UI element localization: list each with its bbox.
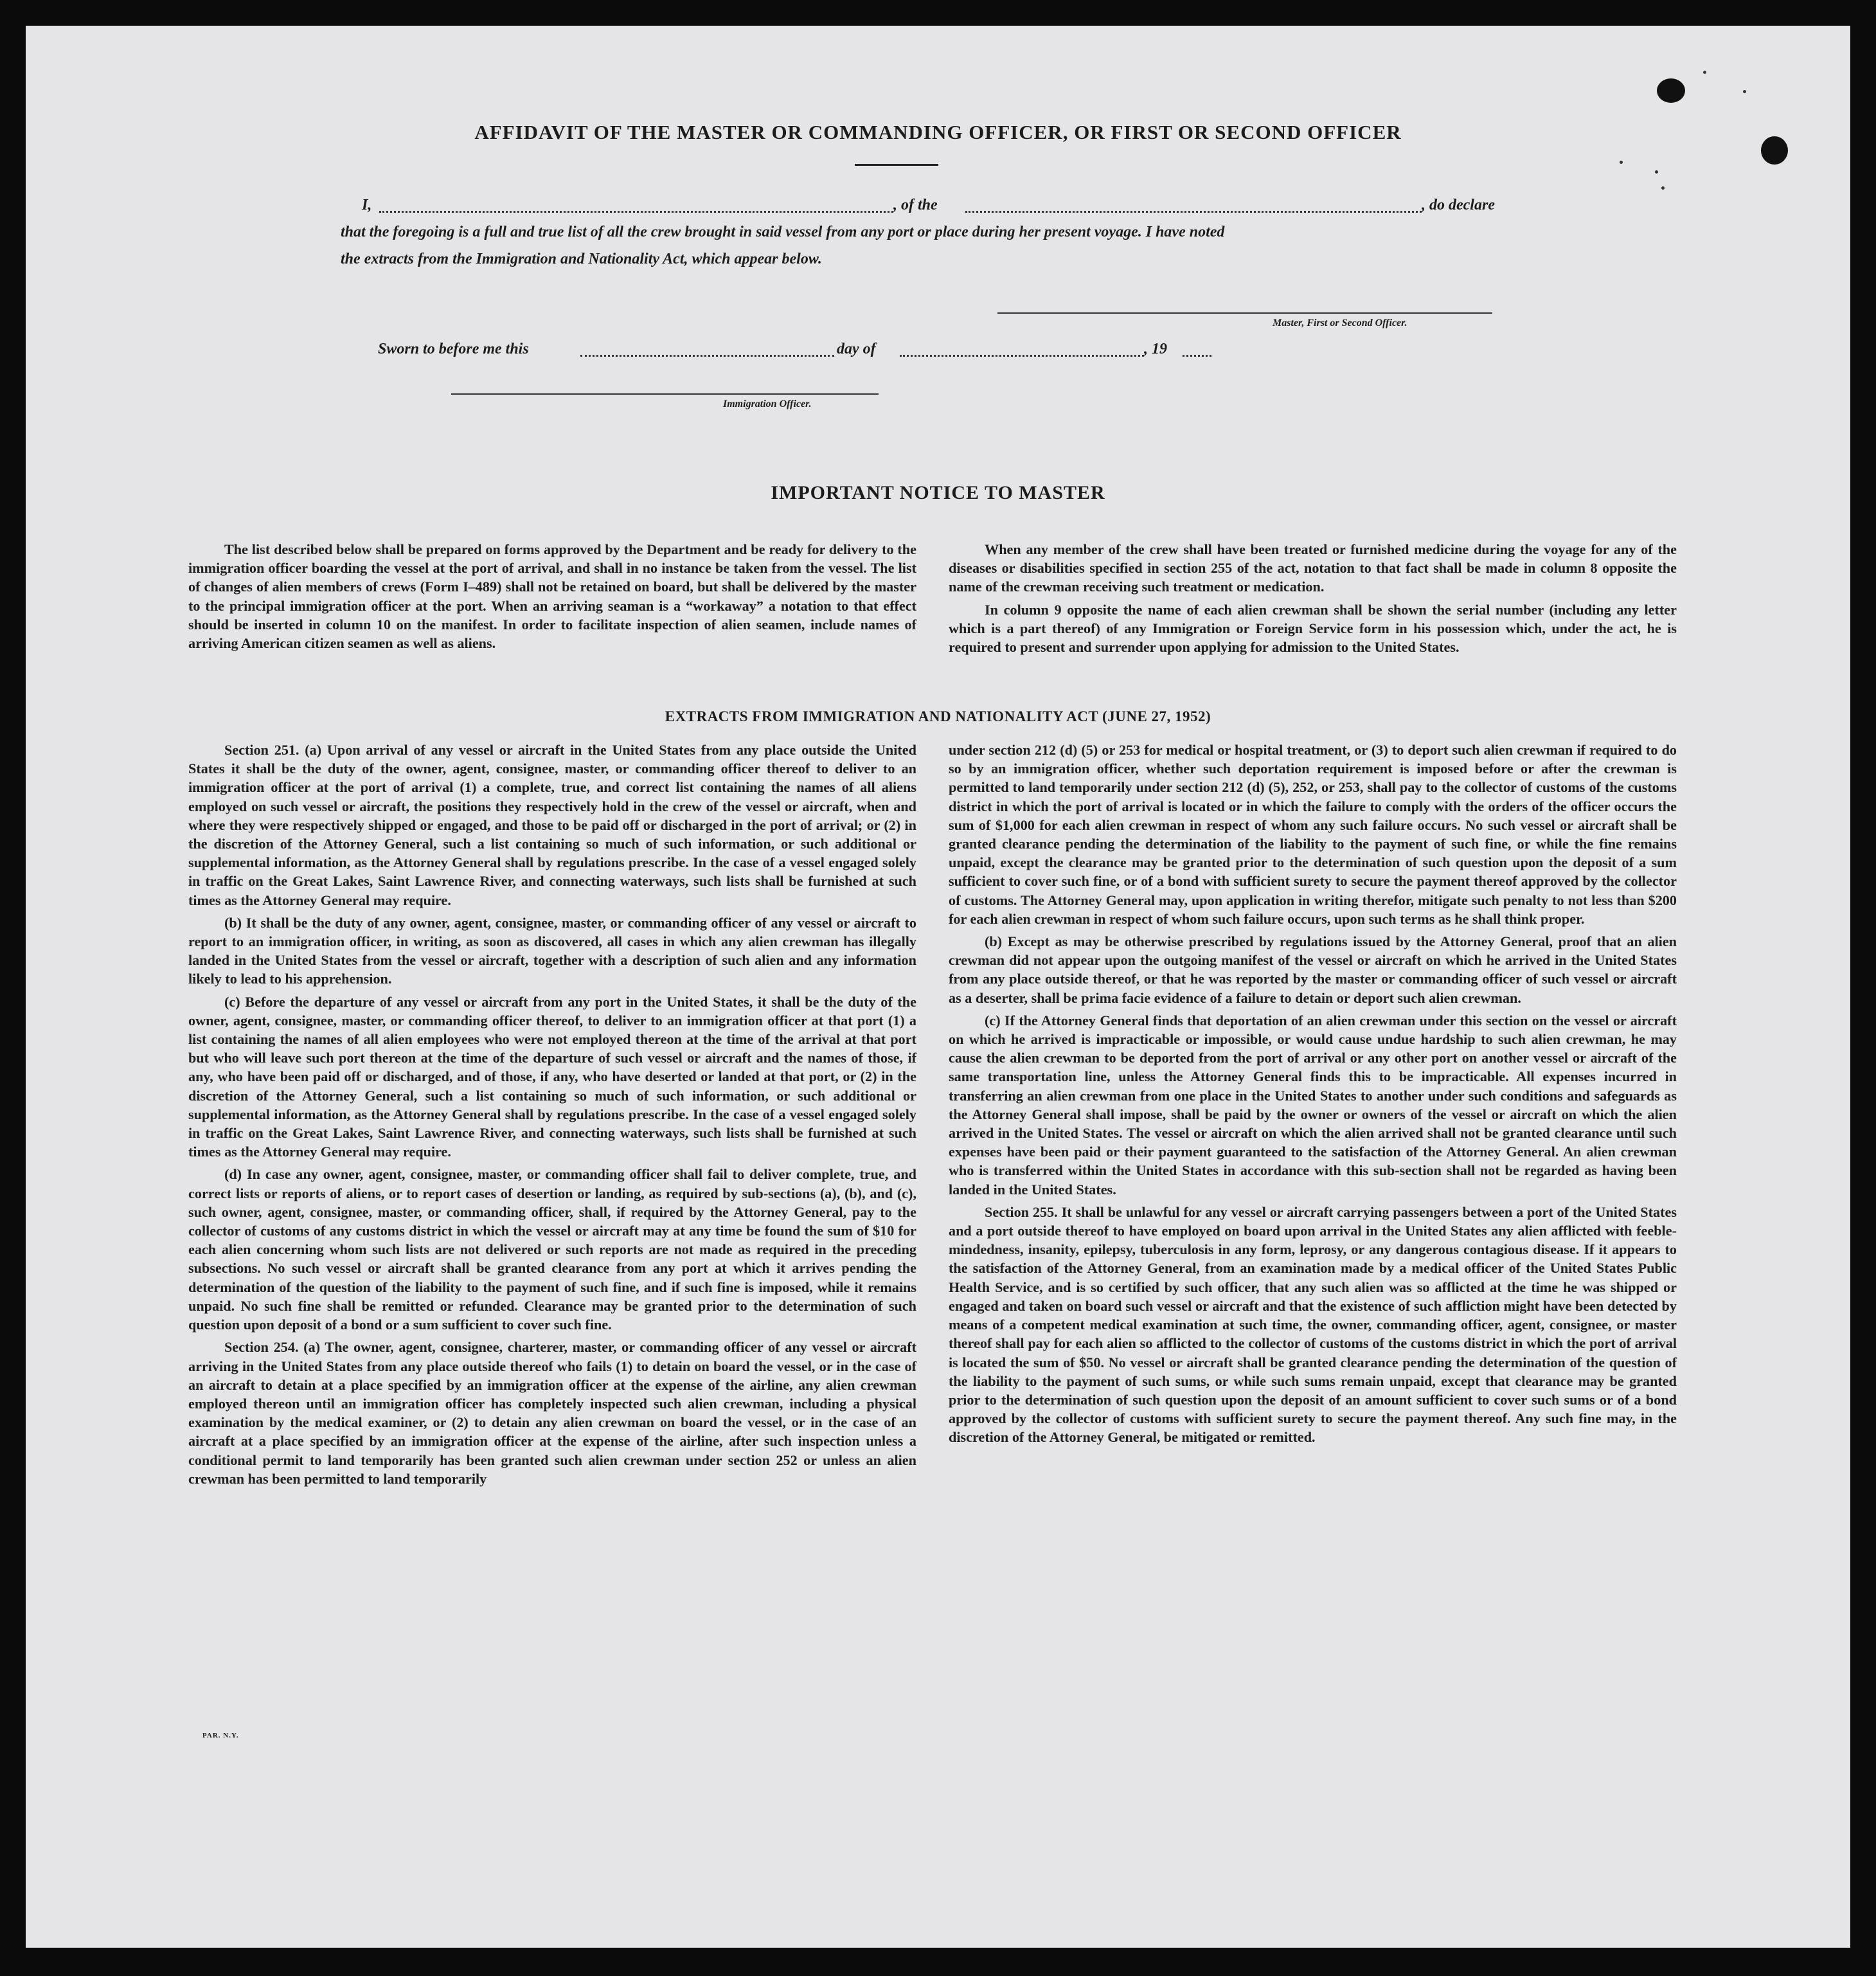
ink-blot: [1657, 78, 1685, 103]
document-page: [26, 26, 1850, 1948]
extract-paragraph: (c) If the Attorney General finds that deportation of an alien crewman under this section on the vessel or aircraft on which he arrived is impracticable or impossible, or would cause undue hardship to such alien crewman, he may cause the alien crewman to be deported from the port of arrival or any other port on another vessel or aircraft of the same transportation line, unless the Attorney General finds this to be impracticable. All expenses incurred in transferring an alien crewman from one place in the United States to another under such conditions and safeguards as the Attorney General shall impose, shall be paid by the owner or owners of the vessel or aircraft on which the alien arrived in the United States. The vessel or aircraft on which the alien arrived shall not be granted clearance until such expenses have been paid or their payment guaranteed to the satisfaction of the Attorney General. An alien crewman who is transferred within the United States in accordance with this sub-section shall not be regarded as having been landed in the United States.: [949, 1012, 1677, 1198]
extract-paragraph: Section 254. (a) The owner, agent, consignee, charterer, master, or commanding officer of any vessel or aircraft arriving in the United States from any place outside thereof who fails (1) to detain on board the vessel, or in the case of an aircraft to detain at a place specified by an immigration officer at the expense of the airline, any alien crewman employed thereon until an immigration officer has completely inspected such alien crewman, including a physical examination by the medical examiner, or (2) to detain any alien crewman on board the vessel, or in the case of an aircraft at a place specified by an immigration officer at the expense of the airline, after such inspection unless a conditional permit to land temporarily has been granted such alien crewman under section 252 or unless an alien crewman has been permitted to land temporarily: [188, 1339, 916, 1487]
printer-mark: PAR. N.Y.: [202, 1732, 239, 1739]
extract-paragraph: (d) In case any owner, agent, consignee, master, or commanding officer shall fail to deliver complete, true, and correct lists or reports of aliens, or to report cases of desertion or landing, as required by sub-sections (a), (b), and (c), such owner, agent, consignee, master, or commanding officer, shall, if required by the Attorney General, pay to the collector of customs of any customs district in which the vessel or aircraft may at any time be found the sum of $10 for each alien concerning whom such lists are not delivered or such reports are not made as required in the preceding subsections. No such vessel or aircraft shall be granted clearance from any port at which it arrives pending the determination of the question of the liability to the payment of such fine, and if such fine is imposed, while it remains unpaid. No such fine shall be remitted or refunded. Clearance may be granted prior to the determination of such question upon deposit of a bond or a sum sufficient to cover such fine.: [188, 1166, 916, 1333]
sworn-month-field[interactable]: [900, 355, 1144, 357]
ink-speck: [1661, 186, 1665, 190]
ink-speck: [1655, 170, 1658, 174]
vessel-field[interactable]: [965, 211, 1422, 213]
officer-signature-line[interactable]: [451, 393, 879, 395]
master-signature-line[interactable]: [997, 312, 1492, 314]
notice-left-column: [188, 540, 916, 652]
officer-signature-label: Immigration Officer.: [723, 399, 812, 409]
affidavit-do-declare: , do declare: [1422, 197, 1495, 213]
ink-speck: [1703, 71, 1706, 74]
notice-right-paragraph-2: In column 9 opposite the name of each alien crewman shall be shown the serial number (including any letter which is a part thereof) of any Immigration or Foreign Service form in his possession which, under the act, he is required to present and surrender upon applying for admission to the United States.: [949, 601, 1677, 656]
extract-paragraph: Section 251. (a) Upon arrival of any vessel or aircraft in the United States from any place outside the United States it shall be the duty of the owner, agent, consignee, master, or commanding officer thereof to deliver to an immigration officer at the port of arrival (1) a complete, true, and correct list containing the names of all aliens employed on such vessel or aircraft, the positions they respectively hold in the crew of the vessel or aircraft, when and where they were respectively shipped or engaged, and those to be paid off or discharged in the port of arrival; or (2) in the discretion of the Attorney General, such a list containing so much of such information, or such additional or supplemental information, as the Attorney General shall by regulations prescribe. In the case of a vessel engaged solely in traffic on the Great Lakes, Saint Lawrence River, and connecting waterways, such lists shall be furnished at such times as the Attorney General may require.: [188, 742, 916, 908]
extracts-right-column: [949, 741, 1677, 1447]
extracts-left-column: [188, 741, 916, 1488]
notice-right-column: [949, 540, 1677, 656]
extracts-title: EXTRACTS FROM IMMIGRATION AND NATIONALITY ACT (JUNE 27, 1952): [665, 708, 1211, 724]
notice-right-paragraph-1: When any member of the crew shall have been treated or furnished medicine during the voyage for any of the diseases or disabilities specified in section 255 of the act, notation to that fact shall be made in column 8 opposite the name of the crewman receiving such treatment or medication.: [949, 541, 1677, 595]
affidavit-i: I,: [362, 197, 372, 213]
sworn-before-label: Sworn to before me this: [378, 341, 529, 357]
extract-paragraph: (c) Before the departure of any vessel or aircraft from any port in the United States, it shall be the duty of the owner, agent, consignee, master, or commanding officer thereof, to deliver to an immigration officer at that port (1) a list containing the names of all alien employees who were not employed thereon at the time of the arrival at that port but who will leave such port thereon at the time of the departure of such vessel or aircraft and the names of those, if any, who have been paid off or discharged, and of those, if any, who have deserted or landed at that port, or (2) in the discretion of the Attorney General, such a list containing so much of such information, or such additional or supplemental information, as the Attorney General shall by regulations prescribe. In the case of a vessel engaged solely in traffic on the Great Lakes, Saint Lawrence River, and connecting waterways, such lists shall be furnished at such times as the Attorney General may require.: [188, 993, 916, 1160]
year-field[interactable]: [1183, 355, 1211, 357]
notice-title: IMPORTANT NOTICE TO MASTER: [771, 482, 1105, 503]
notice-left-paragraph: The list described below shall be prepared on forms approved by the Department and be ready for delivery to the immigration officer boarding the vessel at the port of arrival, and shall in no instance be taken from the vessel. The list of changes of alien members of crews (Form I–489) shall not be retained on board, but shall be delivered by the master to the principal immigration officer at the port. When an arriving seaman is a “workaway” a notation to that effect should be inserted in column 10 on the manifest. In order to facilitate inspection of alien seamen, include names of arriving American citizen seamen as well as aliens.: [188, 541, 916, 652]
name-field[interactable]: [379, 211, 893, 213]
affidavit-statement-2: the extracts from the Immigration and Nationality Act, which appear below.: [341, 251, 822, 267]
extract-paragraph: under section 212 (d) (5) or 253 for medical or hospital treatment, or (3) to deport such alien crewman if required to do so by an immigration officer, whether such deportation requirement is imposed before or after the crewman is permitted to land temporarily under section 212 (d) (5), 252, or 253, shall pay to the collector of customs of the customs district in which the port of arrival is located or in which the failure to comply with the orders of the officer occurs the sum of $1,000 for each alien crewman in respect of whom any such failure occurs. No such vessel or aircraft shall be granted clearance pending the determination of the liability to the payment of such fine, or while the fine remains unpaid, except the clearance may be granted prior to the determination of such question upon the deposit of a sum sufficient to cover such fine, or of a bond with sufficient surety to secure the payment thereof approved by the collector of customs. The Attorney General may, upon application in writing therefor, mitigate such penalty to not less than $200 for each alien crewman in respect of whom such failure occurs, upon such terms as he shall think proper.: [949, 742, 1677, 927]
title-underline: [855, 164, 938, 166]
extract-paragraph: (b) Except as may be otherwise prescribed by regulations issued by the Attorney General, proof that an alien crewman did not appear upon the outgoing manifest of the vessel or aircraft on which he arrived in the United States from any place outside thereof, or that he was reported by the master or commanding officer of such vessel or aircraft as a deserter, shall be prima facie evidence of a failure to detain or deport such alien crewman.: [949, 933, 1677, 1006]
master-signature-label: Master, First or Second Officer.: [1273, 318, 1407, 328]
affidavit-statement-1: that the foregoing is a full and true list of all the crew brought in said vessel from any port or place during her present voyage. I have noted: [341, 224, 1225, 240]
ink-speck: [1620, 161, 1623, 164]
year-prefix-label: , 19: [1144, 341, 1167, 357]
extract-paragraph: (b) It shall be the duty of any owner, agent, consignee, master, or commanding officer of any vessel or aircraft to report to an immigration officer, in writing, as soon as discovered, all cases in which any alien crewman has illegally landed in the United States from the vessel or aircraft, together with a description of such alien and any information likely to lead to his apprehension.: [188, 914, 916, 987]
affidavit-of-the: , of the: [893, 197, 938, 213]
sworn-day-field[interactable]: [580, 355, 834, 357]
ink-speck: [1743, 90, 1746, 93]
day-of-label: day of: [837, 341, 876, 357]
extract-paragraph: Section 255. It shall be unlawful for any vessel or aircraft carrying passengers between a port of the United States and a port outside thereof to have employed on board upon arrival in the United States any alien afflicted with feeble-mindedness, insanity, epilepsy, tuberculosis in any form, leprosy, or any dangerous contagious disease. If it appears to the satisfaction of the Attorney General, from an examination made by a medical officer of the United States Public Health Service, and is so certified by such officer, that any such alien was so afflicted at the time he was shipped or engaged and taken on board such vessel or aircraft and that the existence of such affliction might have been detected by means of a competent medical examination at such time, the owner, commanding officer, agent, consignee, or master thereof shall pay for each alien so afflicted to the collector of customs of the customs district in which the port of arrival is located the sum of $50. No vessel or aircraft shall be granted clearance pending the determination of the question of the liability to the payment of such sums, or while such sums remain unpaid, except that clearance may be granted prior to the determination of such question upon the deposit of an amount sufficient to cover such sums or of a bond approved by the collector of customs with sufficient surety to secure the payment thereof. Any such fine may, in the discretion of the Attorney General, be mitigated or remitted.: [949, 1203, 1677, 1446]
affidavit-title: AFFIDAVIT OF THE MASTER OR COMMANDING OFFICER, OR FIRST OR SECOND OFFICER: [474, 121, 1402, 143]
